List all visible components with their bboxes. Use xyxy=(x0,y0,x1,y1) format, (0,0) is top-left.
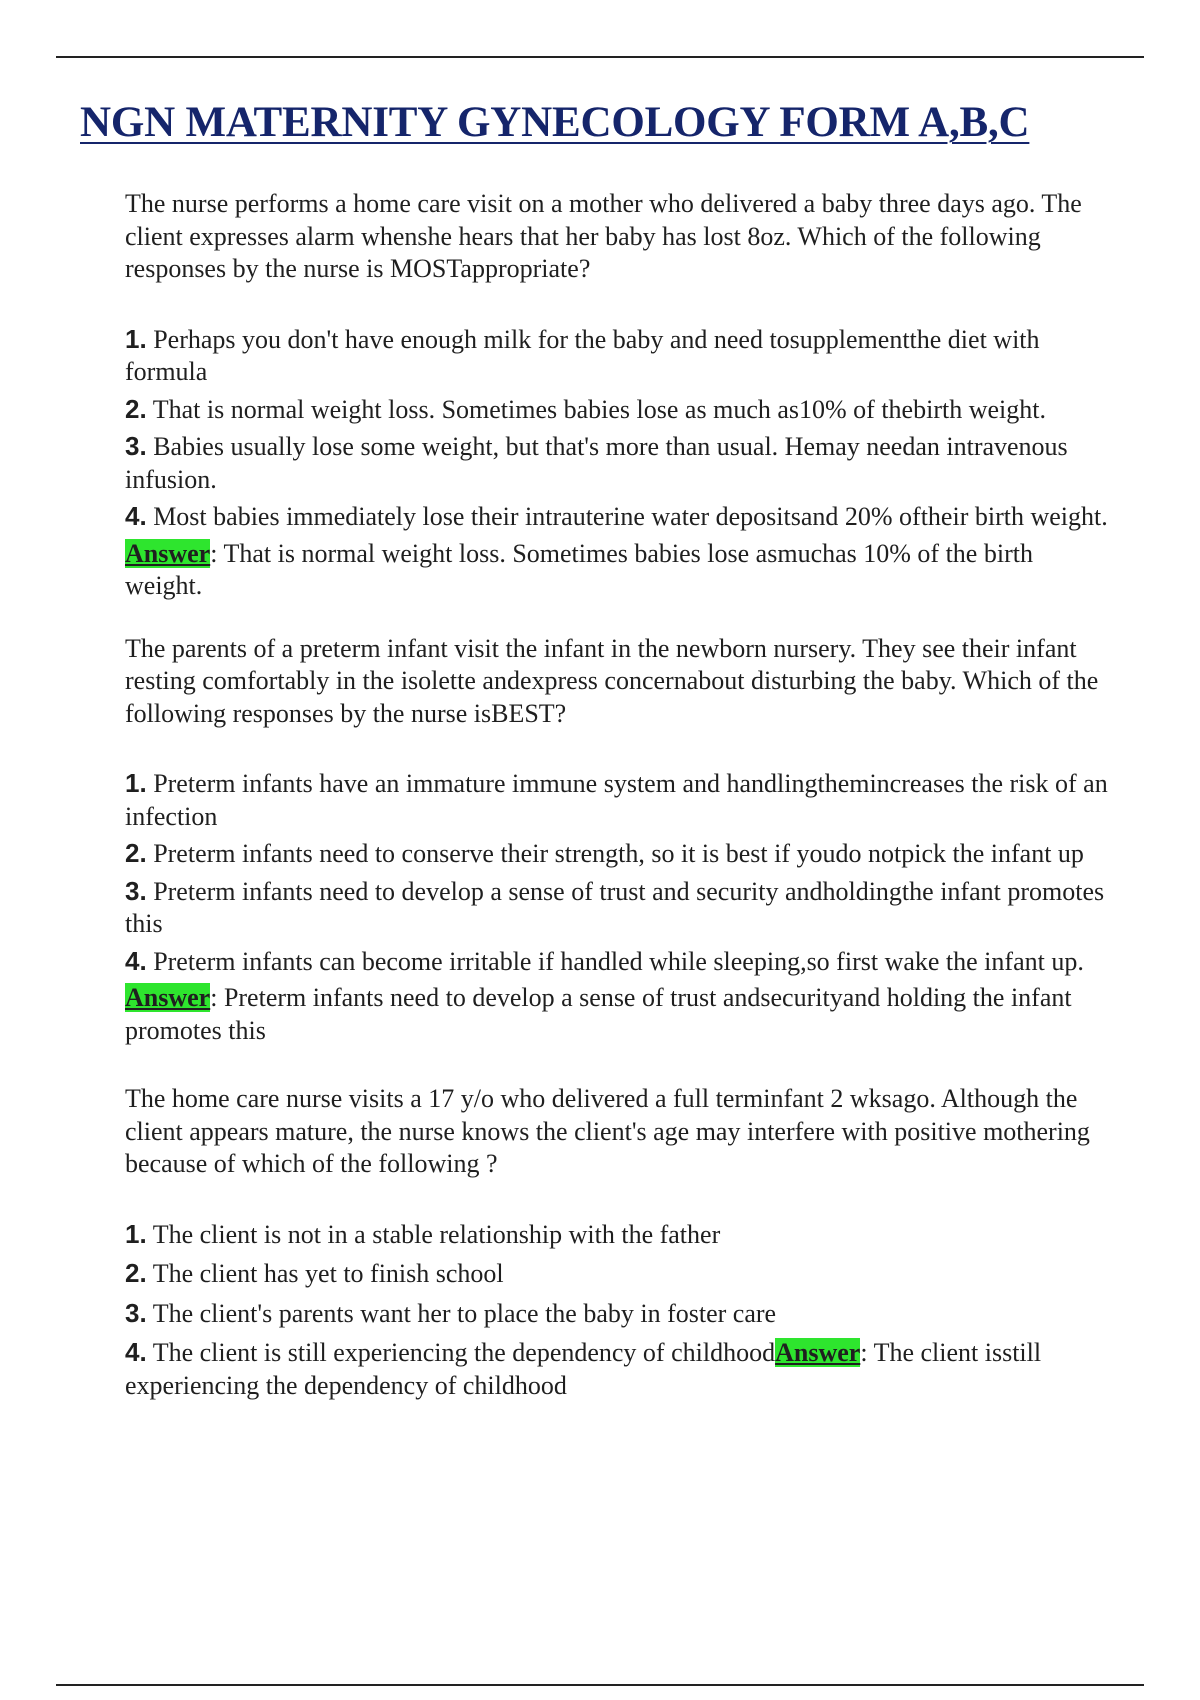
document-body xyxy=(125,188,1110,1408)
option-number: 2. xyxy=(125,838,147,868)
question-1-stem: The nurse performs a home care visit on a mother who delivered a baby three days ago. The client expresses alarm whenshe hears that her baby has lost 8oz. Which of the following responses by the nurse is MOSTappropriate? xyxy=(125,189,1082,283)
question-2-option-3 xyxy=(125,875,1110,941)
option-text: Preterm infants need to conserve their strength, so it is best if youdo notpick the infant up xyxy=(153,839,1084,868)
option-text: Perhaps you don't have enough milk for the baby and need tosupplementthe diet with formula xyxy=(125,324,1040,386)
answer-text: : Preterm infants need to develop a sense of trust andsecurityand holding the infant promotes this xyxy=(125,983,1072,1045)
top-rule xyxy=(56,56,1144,58)
option-number: 1. xyxy=(125,323,147,354)
answer-text: : The client isstill experiencing the dependency of childhood xyxy=(125,1338,1042,1400)
option-text: Most babies immediately lose their intrauterine water depositsand 20% oftheir birth weight. xyxy=(153,502,1108,531)
option-text: Preterm infants have an immature immune system and handlingthemincreases the risk of an infection xyxy=(125,769,1108,831)
question-2-options xyxy=(125,767,1110,978)
option-number: 4. xyxy=(125,1337,147,1367)
option-number: 4. xyxy=(125,945,147,976)
question-2-option-1 xyxy=(125,767,1110,833)
option-number: 2. xyxy=(125,393,147,424)
question-3-options xyxy=(125,1218,1110,1403)
question-2-answer xyxy=(125,982,1110,1047)
question-1-options xyxy=(125,323,1110,534)
bottom-rule xyxy=(56,1684,1144,1686)
question-1-option-2 xyxy=(125,393,1110,427)
option-text: The client has yet to finish school xyxy=(152,1259,504,1288)
option-text: The client's parents want her to place the baby in foster care xyxy=(152,1298,777,1328)
option-text: That is normal weight loss. Sometimes babies lose as much as10% of thebirth weight. xyxy=(152,394,1046,424)
answer-label: Answer xyxy=(125,983,211,1012)
option-text: Preterm infants need to develop a sense of trust and security andholdingthe infant promotes this xyxy=(125,876,1105,938)
option-text: Preterm infants can become irritable if handled while sleeping,so first wake the infant up. xyxy=(153,946,1084,976)
option-number: 1. xyxy=(125,1218,147,1249)
option-number: 4. xyxy=(125,501,147,531)
option-number: 1. xyxy=(125,768,147,798)
answer-text: : That is normal weight loss. Sometimes babies lose asmuchas 10% of the birth weight. xyxy=(125,538,1033,600)
option-text: The client is not in a stable relationship with the father xyxy=(152,1219,721,1249)
question-1-answer xyxy=(125,538,1110,603)
question-2-option-2 xyxy=(125,837,1110,871)
answer-label: Answer xyxy=(125,538,211,568)
question-1-option-3 xyxy=(125,430,1110,496)
question-1-option-4 xyxy=(125,500,1110,534)
option-number: 3. xyxy=(125,875,147,906)
question-2-stem: The parents of a preterm infant visit the infant in the newborn nursery. They see their infant resting comfortably in the isolette andexpress concernabout disturbing the baby. Which of the following responses by the nurse isBEST? xyxy=(125,633,1099,728)
option-number: 2. xyxy=(125,1258,147,1288)
option-number: 3. xyxy=(125,1297,147,1328)
option-text: The client is still experiencing the dependency of childhood xyxy=(152,1338,776,1367)
question-3-stem: The home care nurse visits a 17 y/o who delivered a full terminfant 2 wksago. Although the client appears mature, the nurse knows the client's age may interfere with positive mothering because of which of the following ? xyxy=(125,1084,1090,1178)
question-3-option-1 xyxy=(125,1218,1110,1252)
question-2-option-4 xyxy=(125,945,1110,979)
question-3-option-3 xyxy=(125,1297,1110,1331)
question-1-option-1 xyxy=(125,323,1110,389)
option-text: Babies usually lose some weight, but that's more than usual. Hemay needan intravenous infusion. xyxy=(125,432,1068,494)
question-3-option-4 xyxy=(125,1336,1110,1402)
document-title: NGN MATERNITY GYNECOLOGY FORM A,B,C xyxy=(80,99,1030,146)
answer-label: Answer xyxy=(775,1338,861,1367)
option-number: 3. xyxy=(125,431,147,461)
question-3-option-2 xyxy=(125,1257,1110,1291)
